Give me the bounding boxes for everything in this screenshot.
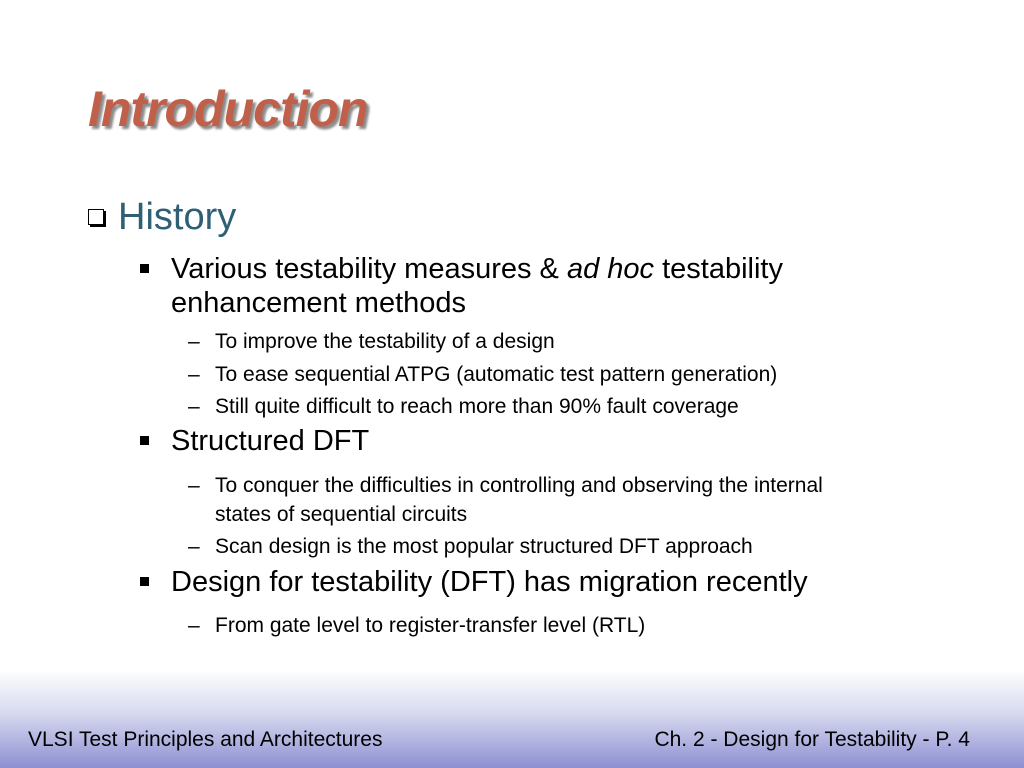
heading-label: History (118, 196, 237, 238)
list-item-text: From gate level to register-transfer level (RTL) (215, 614, 646, 637)
dash-bullet-icon: – (188, 614, 200, 637)
dash-bullet-icon: – (188, 535, 200, 558)
dash-bullet-icon: – (188, 363, 200, 386)
bullet-label (171, 252, 931, 320)
bullet-label: Design for testability (DFT) has migration recently (171, 566, 808, 598)
footer-left-text: VLSI Test Principles and Architectures (28, 728, 383, 751)
dash-bullet-icon: – (188, 395, 200, 418)
footer-band (0, 670, 1024, 768)
list-item-text: Scan design is the most popular structured DFT approach (215, 535, 753, 558)
dash-bullet-icon: – (188, 330, 200, 353)
heading-history (88, 196, 236, 239)
checkbox-bullet-icon (88, 209, 104, 225)
footer-right-text: Ch. 2 - Design for Testability - P. 4 (654, 728, 970, 751)
dash-bullet-icon: – (188, 474, 200, 497)
label-part: testability enhancement methods (171, 253, 783, 319)
label-emphasis: ad hoc (566, 253, 655, 285)
bullet-label: Structured DFT (171, 425, 370, 457)
list-item-text: To ease sequential ATPG (automatic test pattern generation) (215, 363, 778, 386)
square-bullet-icon (140, 264, 149, 273)
list-item-text: Still quite difficult to reach more than 90% fault coverage (215, 395, 739, 418)
square-bullet-icon (140, 436, 149, 445)
label-part: Various testability measures & (171, 253, 567, 285)
list-item-text: To improve the testability of a design (215, 330, 555, 353)
square-bullet-icon (140, 577, 149, 586)
list-item-text: To conquer the difficulties in controlling and observing the internal states of sequential circuits (215, 474, 823, 526)
slide-title: Introduction (88, 81, 368, 137)
